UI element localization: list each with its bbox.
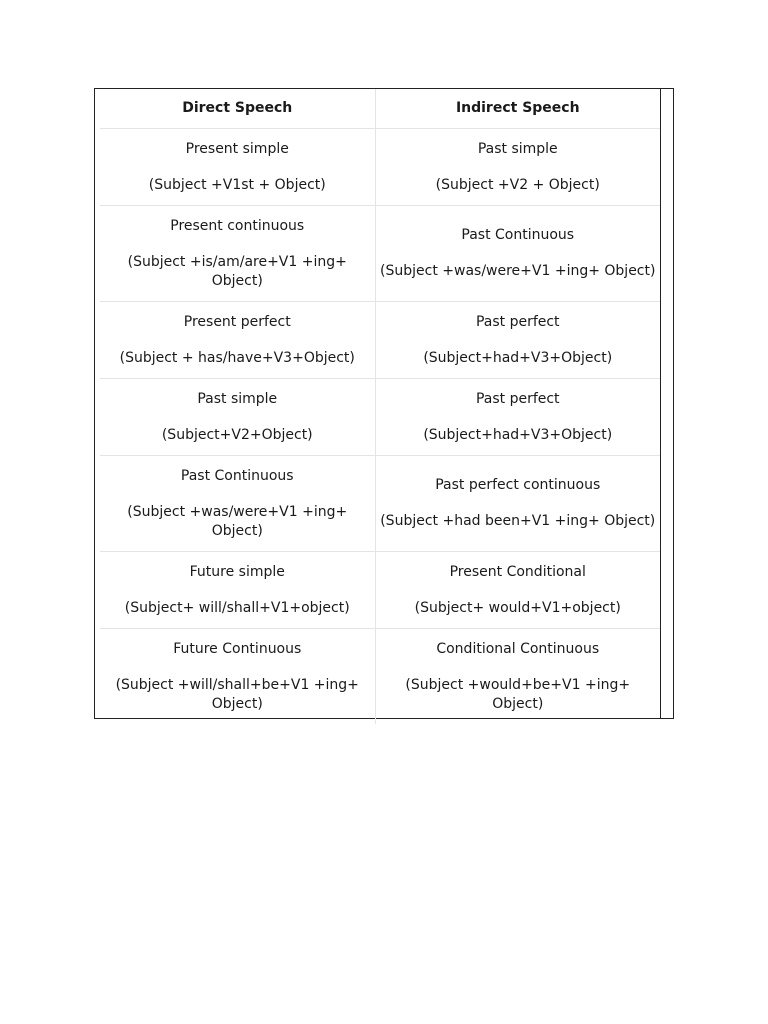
table-row <box>100 129 660 206</box>
direct-tense: Past simple <box>197 390 278 407</box>
direct-formula: (Subject+ will/shall+V1+object) <box>124 599 350 616</box>
direct-cell <box>100 302 375 379</box>
direct-cell <box>100 379 375 456</box>
indirect-formula: (Subject +had been+V1 +ing+ Object) <box>380 513 656 529</box>
indirect-formula: (Subject +V2 + Object) <box>435 176 600 193</box>
indirect-cell <box>375 629 660 725</box>
indirect-cell <box>375 456 660 552</box>
table-row <box>100 206 660 302</box>
indirect-cell <box>375 552 660 629</box>
speech-conversion-table <box>100 89 660 724</box>
direct-formula: (Subject +was/were+V1 +ing+ Object) <box>127 503 348 539</box>
frame-divider <box>660 88 661 719</box>
indirect-cell <box>375 302 660 379</box>
direct-formula: (Subject +is/am/are+V1 +ing+ Object) <box>127 253 347 289</box>
indirect-cell <box>375 379 660 456</box>
indirect-formula: (Subject+had+V3+Object) <box>423 426 613 443</box>
direct-cell <box>100 552 375 629</box>
table-row <box>100 629 660 725</box>
direct-tense: Present perfect <box>183 313 291 330</box>
direct-tense: Future Continuous <box>173 640 302 657</box>
direct-tense: Present simple <box>185 140 289 157</box>
direct-formula: (Subject +will/shall+be+V1 +ing+ Object) <box>115 676 359 712</box>
indirect-cell <box>375 129 660 206</box>
direct-formula: (Subject +V1st + Object) <box>148 176 326 193</box>
direct-cell <box>100 206 375 302</box>
direct-tense: Present continuous <box>170 217 305 234</box>
direct-formula: (Subject + has/have+V3+Object) <box>119 349 355 366</box>
indirect-tense: Conditional Continuous <box>436 640 600 657</box>
header-indirect-speech: Indirect Speech <box>375 89 660 129</box>
indirect-cell <box>375 206 660 302</box>
indirect-formula: (Subject+had+V3+Object) <box>423 349 613 366</box>
table-row <box>100 379 660 456</box>
direct-formula: (Subject+V2+Object) <box>161 426 313 443</box>
direct-tense: Future simple <box>189 563 285 580</box>
table-row <box>100 456 660 552</box>
direct-cell <box>100 629 375 725</box>
indirect-formula: (Subject +was/were+V1 +ing+ Object) <box>380 263 656 279</box>
indirect-tense: Past simple <box>477 140 558 157</box>
indirect-tense: Past perfect continuous <box>435 477 601 493</box>
indirect-formula: (Subject +would+be+V1 +ing+ Object) <box>405 676 631 712</box>
header-direct-speech: Direct Speech <box>100 89 375 129</box>
indirect-tense: Present Conditional <box>449 563 586 580</box>
direct-cell <box>100 129 375 206</box>
direct-tense: Past Continuous <box>180 467 294 484</box>
indirect-tense: Past perfect <box>475 313 560 330</box>
direct-cell <box>100 456 375 552</box>
indirect-tense: Past perfect <box>475 390 560 407</box>
indirect-tense: Past Continuous <box>461 227 575 243</box>
table-row <box>100 302 660 379</box>
indirect-formula: (Subject+ would+V1+object) <box>414 599 621 616</box>
table-row <box>100 552 660 629</box>
header-row <box>100 89 660 129</box>
